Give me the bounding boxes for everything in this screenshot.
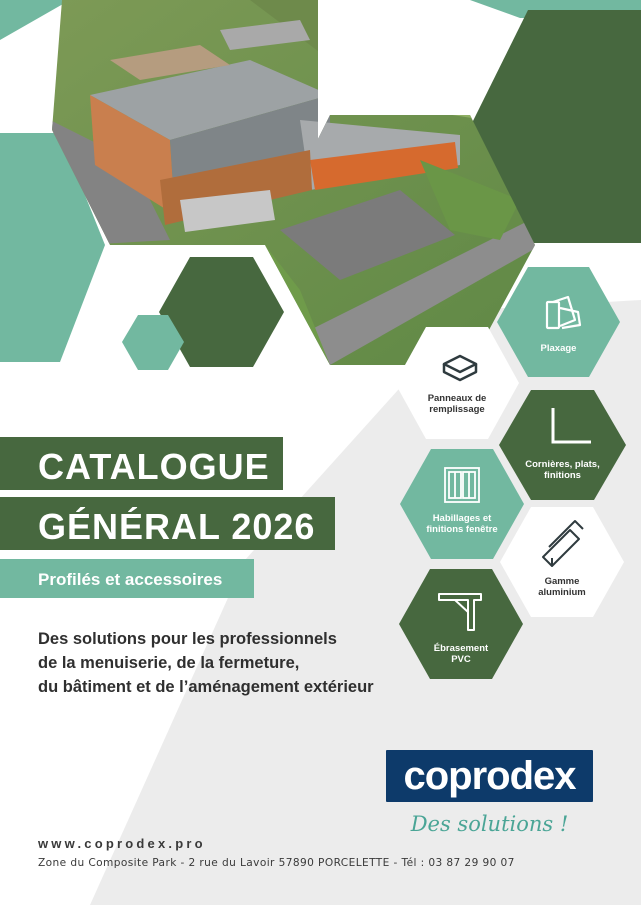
subtitle-band xyxy=(0,559,254,598)
label-plaxage: Plaxage xyxy=(540,343,577,354)
coprodex-logo xyxy=(386,750,593,802)
label-panneaux: Panneaux de remplissage xyxy=(427,393,487,415)
slogan: Des solutions ! xyxy=(410,812,569,836)
tagline-line: Des solutions pour les professionnels xyxy=(38,630,337,648)
label-aluminium: Gamme aluminium xyxy=(538,576,586,598)
logo-text: coprodex xyxy=(403,754,576,798)
title-line-2: GÉNÉRAL 2026 xyxy=(38,506,316,547)
label-ebrasement: Ébrasement PVC xyxy=(433,643,489,665)
tagline-line: de la menuiserie, de la fermeture, xyxy=(38,654,300,672)
label-habillages: Habillages et finitions fenêtre xyxy=(426,513,498,535)
address: Zone du Composite Park - 2 rue du Lavoir 57890 PORCELETTE - Tél : 03 87 29 90 07 xyxy=(38,857,515,869)
title-band-1 xyxy=(0,437,283,490)
aerial-photo xyxy=(40,0,550,370)
title-band-2 xyxy=(0,497,335,550)
tagline-line: du bâtiment et de l’aménagement extérieur xyxy=(38,678,374,696)
tagline xyxy=(38,627,398,699)
subtitle: Profilés et accessoires xyxy=(38,570,223,589)
title-line-1: CATALOGUE xyxy=(38,446,270,487)
label-cornieres: Cornières, plats, finitions xyxy=(525,459,600,481)
website-link[interactable]: www.coprodex.pro xyxy=(38,836,206,851)
